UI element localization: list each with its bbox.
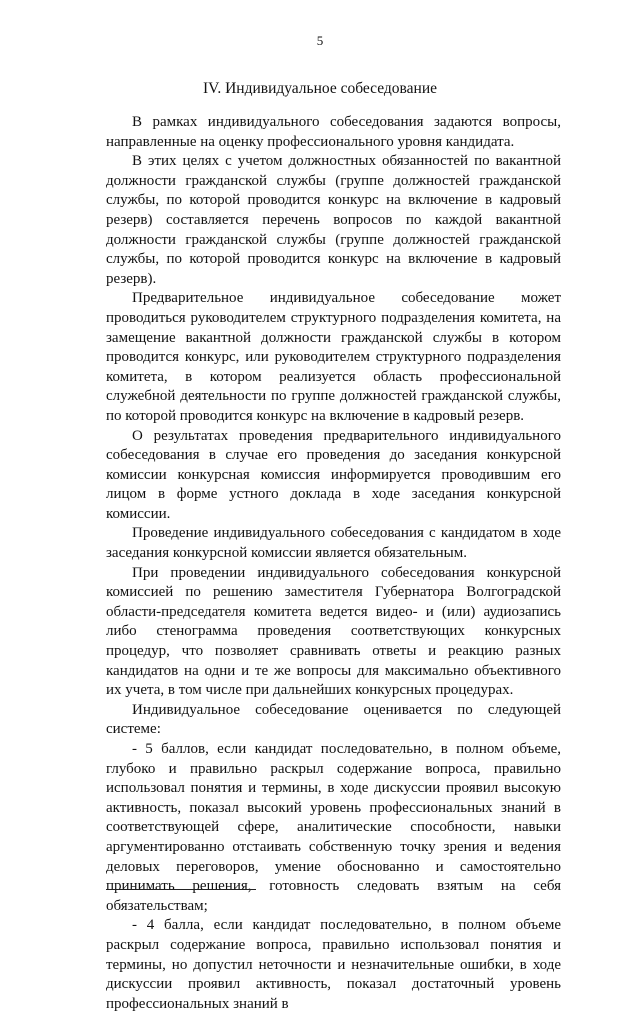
paragraph-preliminary-results: О результатах проведения предварительного индивидуального собеседования в случае его проведения до заседания конкурсной комиссии конкурсная комиссия информируется проводившим его лицом в форме устного доклада в ходе заседания конкурсной комиссии. <box>106 427 561 522</box>
paragraph-mandatory-interview: Проведение индивидуального собеседования с кандидатом в ходе заседания конкурсной комиссии является обязательным. <box>106 525 561 562</box>
section-title: IV. Индивидуальное собеседование <box>202 80 438 97</box>
footnote-divider <box>106 889 256 890</box>
page-number: 5 <box>316 33 324 48</box>
paragraph-scoring-system: Индивидуальное собеседование оценивается по следующей системе: <box>106 701 561 738</box>
paragraph-interview-intro: В рамках индивидуального собеседования задаются вопросы, направленные на оценку профессионального уровня кандидата. <box>106 114 561 150</box>
body-text <box>106 113 561 1014</box>
paragraph-question-list: В этих целях с учетом должностных обязанностей по вакантной должности гражданской службы (группе должностей гражданской службы, по которой проводится конкурс на включение в кадровый резерв) составляется перечень вопросов по каждой вакантной должности гражданской службы (группе должностей гражданской службы, по которой проводится конкурс на включение в кадровый резерв). <box>106 153 561 287</box>
paragraph-score-4: - 4 балла, если кандидат последовательно, в полном объеме раскрыл содержание вопроса, правильно использовал понятия и термины, но допустил неточности и незначительные ошибки, в ходе дискуссии проявил активность, показал достаточный уровень профессиональных знаний в <box>106 917 561 1012</box>
paragraph-preliminary-interview: Предварительное индивидуальное собеседование может проводиться руководителем структурного подразделения комитета, на замещение вакантной должности гражданской службы в котором проводится конкурс, или руководителем структурного подразделения комитета, в котором реализуется область профессиональной служебной деятельности по группе должностей гражданской службы, по которой проводится конкурс на включение в кадровый резерв. <box>106 290 561 424</box>
paragraph-recording: При проведении индивидуального собеседования конкурсной комиссией по решению заместителя Губернатора Волгоградской области-председателя комитета ведется видео- и (или) аудиозапись либо стенограмма проведения соответствующих конкурсных процедур, что позволяет сравнивать ответы и реакцию разных кандидатов на одни и те же вопросы для максимально объективного их учета, в том числе при дальнейших конкурсных процедурах. <box>106 564 561 699</box>
paragraph-score-5: - 5 баллов, если кандидат последовательно, в полном объеме, глубоко и правильно раскрыл содержание вопроса, правильно использовал понятия и термины, в ходе дискуссии проявил высокую активность, показал высокий уровень профессиональных знаний в соответствующей сфере, аналитические способности, навыки аргументированно отстаивать собственную точку зрения и ведения деловых переговоров, умение обоснованно и самостоятельно принимать решения, готовность следовать взятым на себя обязательствам; <box>106 741 561 914</box>
